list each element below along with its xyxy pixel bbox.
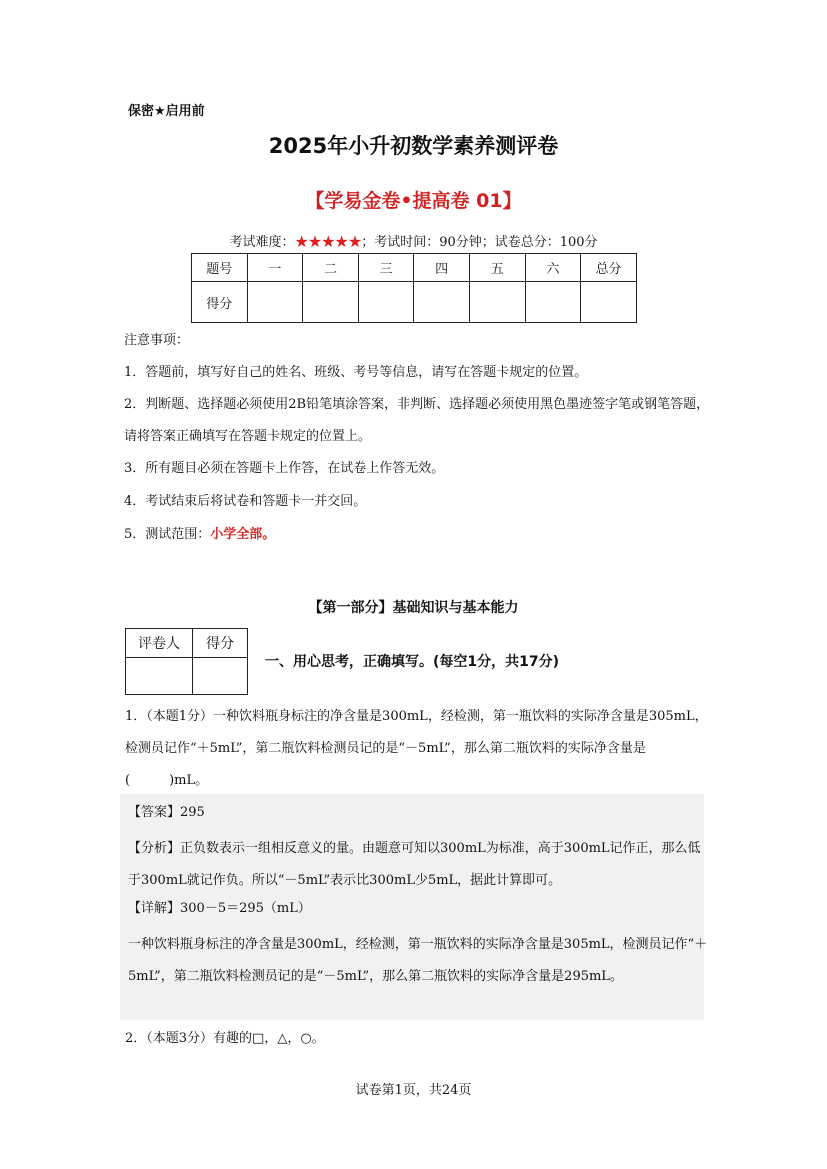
page-footer: 试卷第1页，共24页 xyxy=(355,1083,472,1098)
exam-title: 2025年小升初数学素养测评卷 xyxy=(268,134,559,158)
score-table-header: 总分 xyxy=(581,254,637,282)
score-table-header: 四 xyxy=(414,254,470,282)
score-table-header: 五 xyxy=(469,254,525,282)
scope-label: 5．测试范围： xyxy=(124,527,211,542)
part-title: 一、用心思考，正确填写。(每空1分，共17分) xyxy=(265,654,560,670)
score-table-header: 二 xyxy=(303,254,359,282)
score-cell xyxy=(247,282,303,323)
detail-line: 【详解】300－5＝295（mL） xyxy=(128,901,311,916)
grader-label: 评卷人 xyxy=(126,629,193,658)
difficulty-stars: ★★★★★ xyxy=(294,232,362,251)
score-cell xyxy=(525,282,581,323)
score-cell xyxy=(581,282,637,323)
grader-cell xyxy=(193,658,248,695)
exam-subtitle: 【学易金卷•提高卷 01】 xyxy=(305,190,522,212)
scope-value: 小学全部。 xyxy=(210,527,276,542)
restatement-text: 一种饮料瓶身标注的净含量是300mL，经检测，第一瓶饮料的实际净含量是305mL，检测员记作“＋5mL”，第二瓶饮料检测员记的是“－5mL”，那么第二瓶饮料的实际净含量是295mL。 xyxy=(128,937,708,984)
score-cell xyxy=(358,282,414,323)
analysis-text: 【分析】正负数表示一组相反意义的量。由题意可知以300mL为标准，高于300mL记作正，那么低于300mL就记作负。所以“－5mL”表示比300mL少5mL，据此计算即可。 xyxy=(128,841,701,888)
question-1: 1．（本题1分）一种饮料瓶身标注的净含量是300mL，经检测，第一瓶饮料的实际净含量是305mL，检测员记作“＋5mL”，第二瓶饮料检测员记的是“－5mL”，那么第二瓶饮料的实际净含量是( )mL。 xyxy=(125,709,708,788)
note-item: 1．答题前，填写好自己的姓名、班级、考号等信息，请写在答题卡规定的位置。 xyxy=(124,365,588,380)
exam-time-score: ；考试时间：90分钟；试卷总分：100分 xyxy=(361,235,598,250)
note-item: 4．考试结束后将试卷和答题卡一并交回。 xyxy=(124,494,367,509)
score-table-header: 一 xyxy=(247,254,303,282)
answer-line: 【答案】295 xyxy=(128,805,205,820)
score-row-label: 得分 xyxy=(192,282,248,323)
exam-info xyxy=(0,231,827,251)
note-item: 3．所有题目必须在答题卡上作答，在试卷上作答无效。 xyxy=(124,461,445,476)
score-table-header: 六 xyxy=(525,254,581,282)
notes-heading: 注意事项： xyxy=(124,333,190,348)
note-item-scope xyxy=(124,519,714,551)
score-table-header: 三 xyxy=(358,254,414,282)
grader-table xyxy=(125,628,248,695)
section-title: 【第一部分】基础知识与基本能力 xyxy=(308,600,519,616)
note-item: 2．判断题、选择题必须使用2B铅笔填涂答案，非判断、选择题必须使用黑色墨迹签字笔或钢笔答题，请将答案正确填写在答题卡规定的位置上。 xyxy=(124,397,710,444)
score-cell xyxy=(414,282,470,323)
grader-score-label: 得分 xyxy=(193,629,248,658)
confidential-label: 保密★启用前 xyxy=(128,104,205,119)
score-cell xyxy=(469,282,525,323)
score-table-header: 题号 xyxy=(192,254,248,282)
score-table xyxy=(191,253,637,323)
score-cell xyxy=(303,282,359,323)
difficulty-label: 考试难度： xyxy=(229,235,295,250)
grader-cell xyxy=(126,658,193,695)
question-2: 2．（本题3分）有趣的□，△，○。 xyxy=(125,1031,325,1046)
